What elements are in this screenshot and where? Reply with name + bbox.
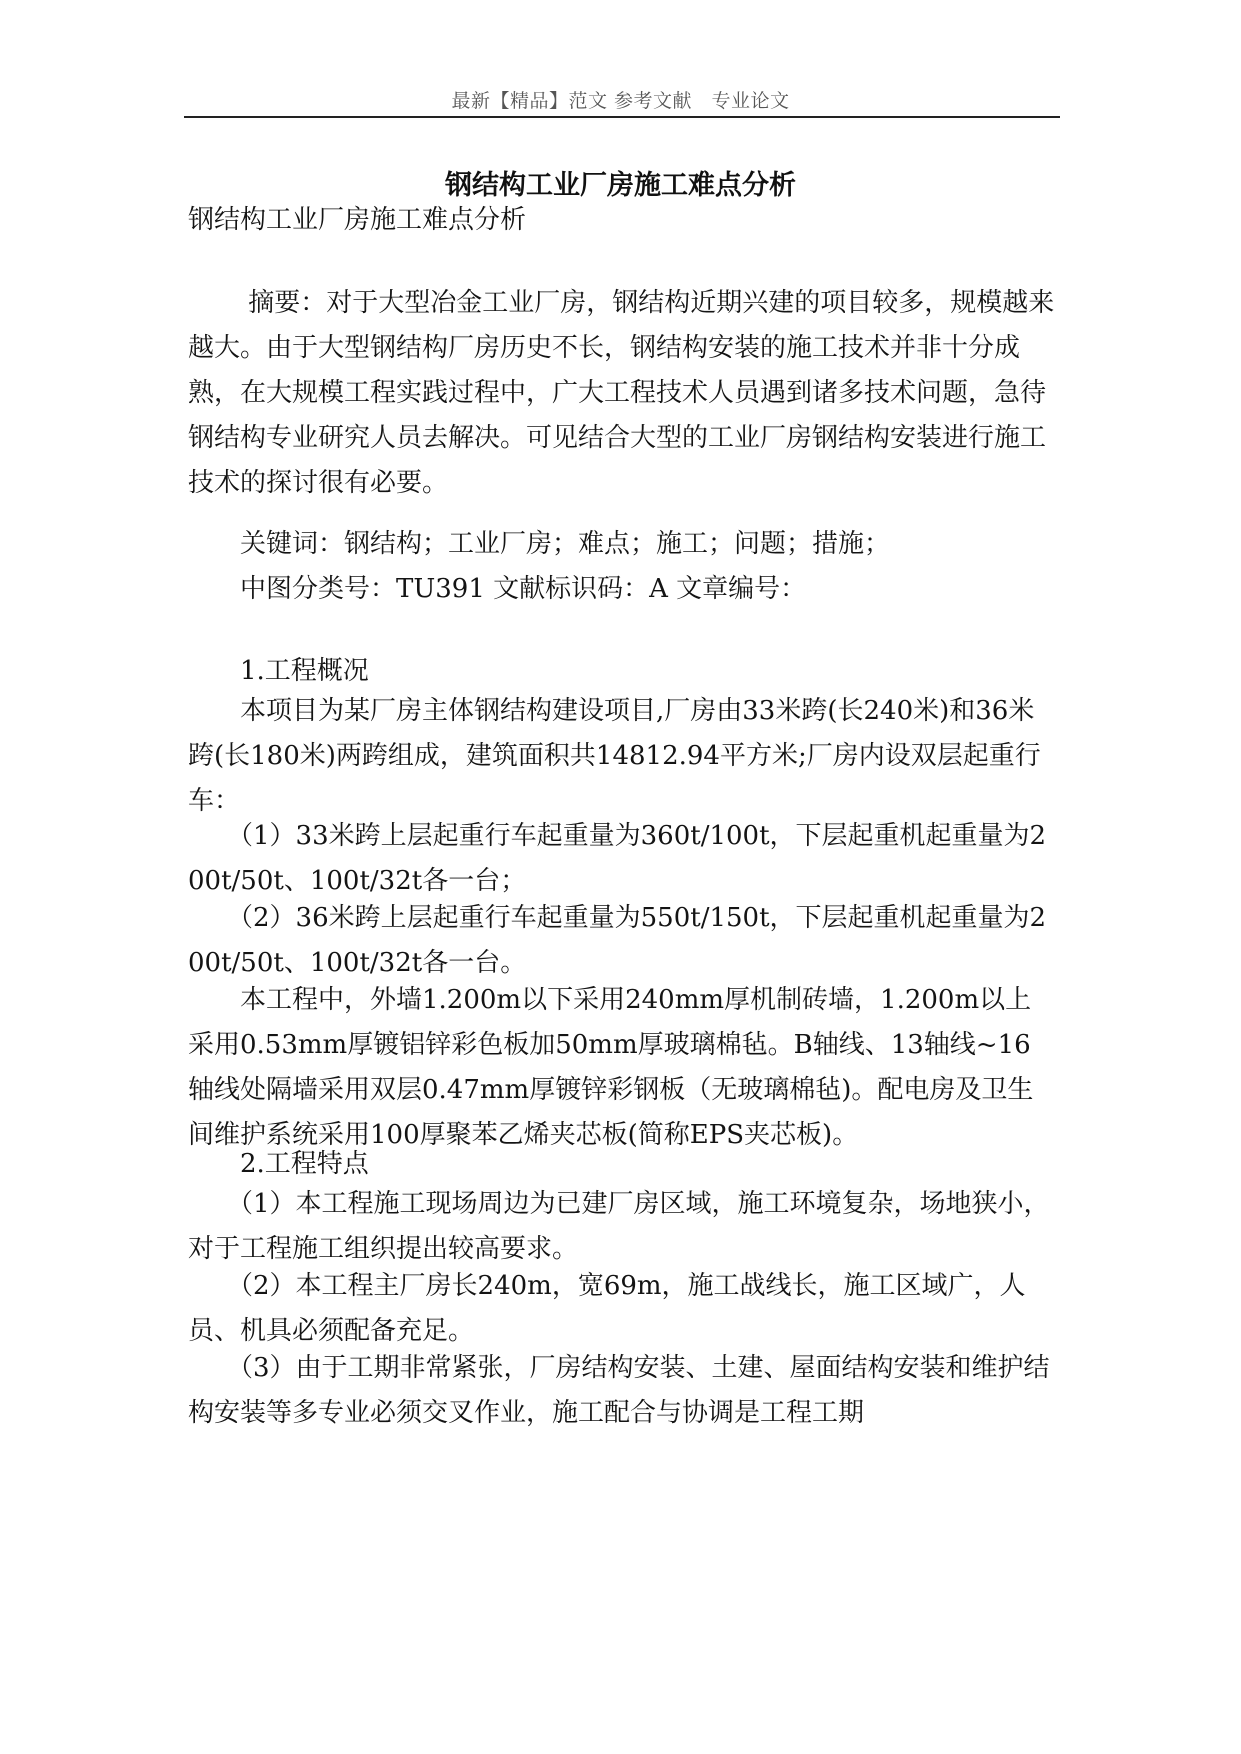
keywords-line: 关键词：钢结构；工业厂房；难点；施工；问题；措施；: [188, 529, 891, 559]
classification-line: 中图分类号：TU391 文献标识码：A 文章编号：: [188, 574, 807, 604]
overview-item-2: （2）36米跨上层起重行车起重量为550t/150t，下层起重机起重量为200t/50t、100t/32t各一台。: [188, 903, 1047, 978]
features-item-2: （2）本工程主厂房长240m，宽69m，施工战线长，施工区域广，人员、机具必须配备充足。: [188, 1271, 1026, 1346]
abstract-paragraph: 摘要：对于大型冶金工业厂房，钢结构近期兴建的项目较多，规模越来越大。由于大型钢结构厂房历史不长，钢结构安装的施工技术并非十分成熟，在大规模工程实践过程中，广大工程技术人员遇到诸多技术问题，急待钢结构专业研究人员去解决。可见结合大型的工业厂房钢结构安装进行施工技术的探讨很有必要。: [188, 288, 1055, 498]
overview-paragraph: 本项目为某厂房主体钢结构建设项目,厂房由33米跨(长240米)和36米跨(长180米)两跨组成，建筑面积共14812.94平方米;厂房内设双层起重行车：: [188, 696, 1041, 816]
document-title: 钢结构工业厂房施工难点分析: [445, 170, 796, 201]
section-heading-features: 2.工程特点: [188, 1149, 369, 1179]
document-subtitle: 钢结构工业厂房施工难点分析: [188, 205, 527, 235]
features-item-1: （1）本工程施工现场周边为已建厂房区域，施工环境复杂，场地狭小，对于工程施工组织提出较高要求。: [188, 1189, 1050, 1264]
overview-paragraph-2: 本工程中，外墙1.200m以下采用240mm厚机制砖墙，1.200m以上采用0.53mm厚镀铝锌彩色板加50mm厚玻璃棉毡。B轴线、13轴线~16轴线处隔墙采用双层0.47mm厚镀锌彩钢板（无玻璃棉毡)。配电房及卫生间维护系统采用100厚聚苯乙烯夹芯板(简称EPS夹芯板)。: [188, 985, 1034, 1150]
running-header: 最新【精品】范文 参考文献 专业论文: [451, 90, 790, 112]
header-divider: [184, 116, 1060, 118]
overview-item-1: （1）33米跨上层起重行车起重量为360t/100t，下层起重机起重量为200t/50t、100t/32t各一台；: [188, 821, 1047, 896]
section-heading-overview: 1.工程概况: [188, 656, 369, 686]
features-item-3: （3）由于工期非常紧张，厂房结构安装、土建、屋面结构安装和维护结构安装等多专业必须交叉作业，施工配合与协调是工程工期: [188, 1353, 1050, 1428]
